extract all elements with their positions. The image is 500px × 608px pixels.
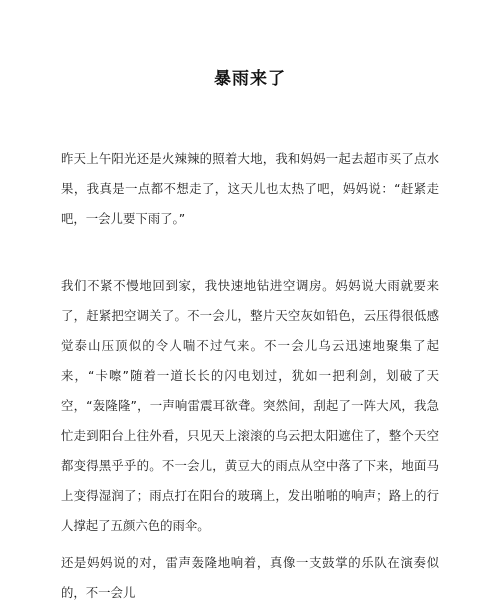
paragraph-2: 我们不紧不慢地回到家，我快速地钻进空调房。妈妈说大雨就要来了，赶紧把空调关了。不一会儿，整片天空灰如铅色，云压得很低感觉泰山压顶似的令人喘不过气来。不一会儿乌云迅速地聚集了起来，“卡嚓”随着一道长长的闪电划过，犹如一把利剑，划破了天空，“轰隆隆”，一声响雷震耳欲聋。突然间，刮起了一阵大风，我急忙走到阳台上往外看，只见天上滚滚的乌云把太阳遮住了，整个天空都变得黑乎乎的。不一会儿，黄豆大的雨点从空中落了下来，地面马上变得湿润了；雨点打在阳台的玻璃上，发出啪啪的响声；路上的行人撑起了五颜六色的雨伞。 — [61, 278, 439, 533]
paragraph-3: 还是妈妈说的对，雷声轰隆地响着，真像一支鼓掌的乐队在演奏似的，不一会儿 — [61, 555, 439, 600]
document-title: 暴雨来了 — [214, 69, 286, 89]
paragraph-1: 昨天上午阳光还是火辣辣的照着大地，我和妈妈一起去超市买了点水果，我真是一点都不想走了，这天儿也太热了吧，妈妈说：“赶紧走吧，一会儿要下雨了。” — [61, 151, 439, 226]
